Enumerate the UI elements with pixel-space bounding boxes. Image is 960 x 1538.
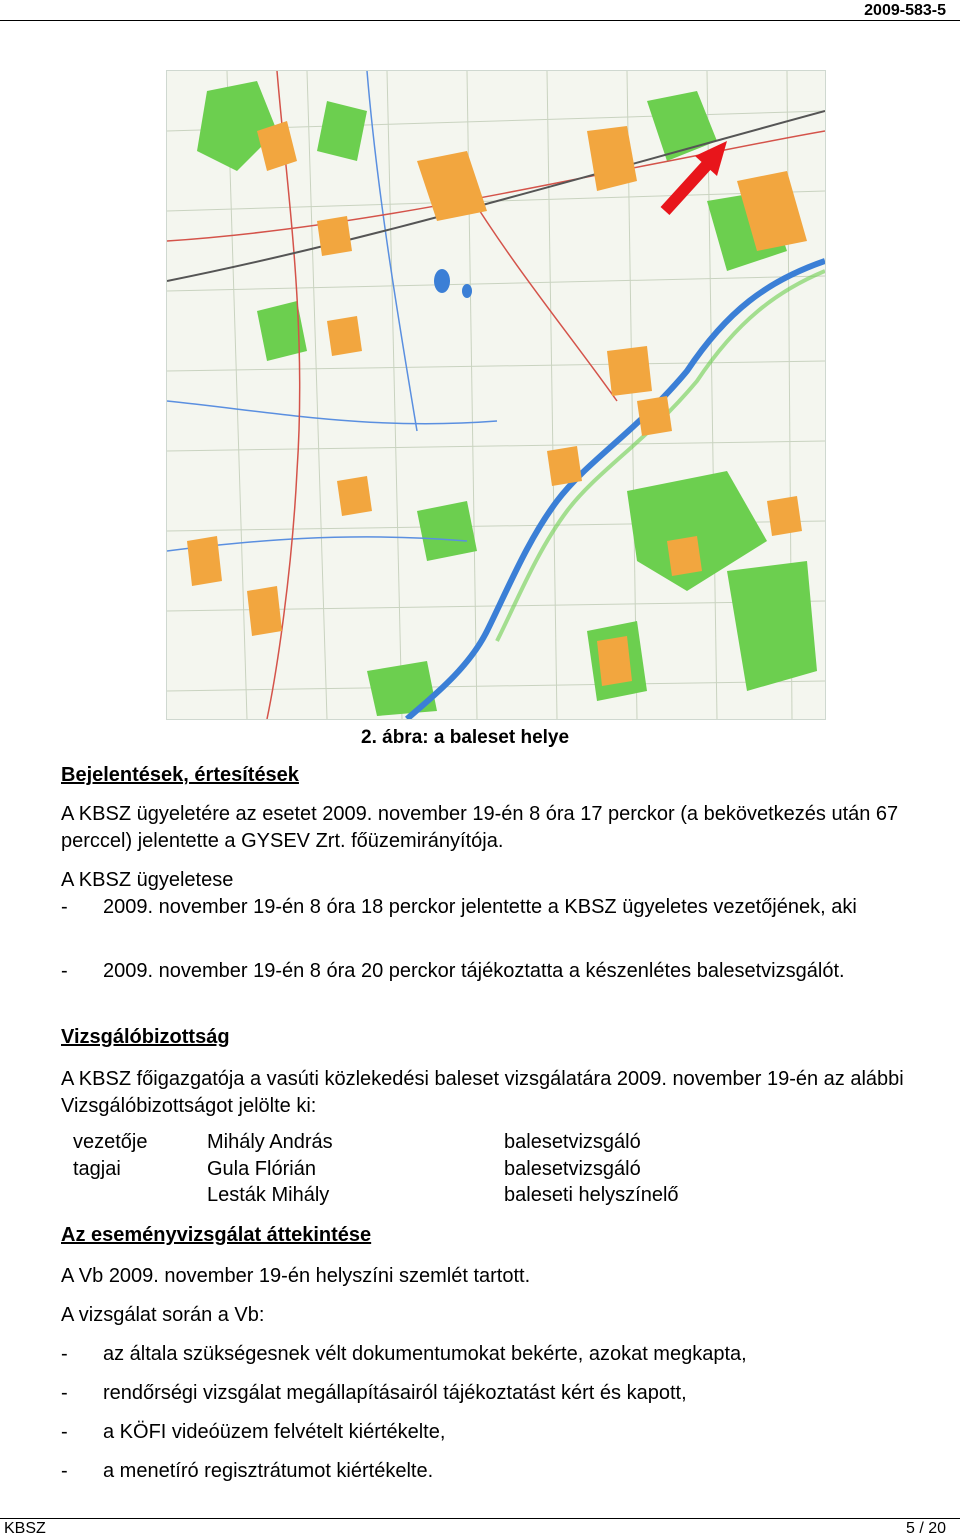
bullet-dash: - <box>61 896 68 918</box>
member-title: baleseti helyszínelő <box>504 1184 679 1206</box>
bullet-dash: - <box>61 1382 68 1404</box>
bullet-dash: - <box>61 960 68 982</box>
section-title-committee: Vizsgálóbizottság <box>61 1026 230 1048</box>
notification-paragraph: A KBSZ ügyeletére az esetet 2009. november 19-én 8 óra 17 perckor (a bekövetkezés után 67 perccel) jelentette a GYSEV Zrt. főüzemirányítója. <box>61 803 899 852</box>
investigation-intro: A vizsgálat során a Vb: <box>61 1304 265 1326</box>
duty-officer-label: A KBSZ ügyeletese <box>61 869 234 891</box>
inspection-paragraph: A Vb 2009. november 19-én helyszíni szemlét tartott. <box>61 1265 531 1287</box>
investigation-bullet-text: rendőrségi vizsgálat megállapításairól tájékoztatást kért és kapott, <box>103 1382 687 1404</box>
bullet-dash: - <box>61 1460 68 1482</box>
figure-caption: 2. ábra: a baleset helye <box>361 727 570 748</box>
bullet-dash: - <box>61 1343 68 1365</box>
accident-location-map <box>166 70 826 720</box>
member-title: balesetvizsgáló <box>504 1158 641 1180</box>
member-role: vezetője <box>73 1131 148 1153</box>
notification-bullet-1 <box>61 894 949 921</box>
document-id: 2009-583-5 <box>864 2 946 19</box>
committee-paragraph: A KBSZ főigazgatója a vasúti közlekedési baleset vizsgálatára 2009. november 19-én az alábbi Vizsgálóbizottságot jelölte ki: <box>61 1068 904 1117</box>
member-name: Lesták Mihály <box>207 1184 330 1206</box>
section-title-overview: Az eseményvizsgálat áttekintése <box>61 1224 372 1246</box>
map-graphic <box>167 71 825 719</box>
member-role: tagjai <box>73 1158 121 1180</box>
page-number: 5 / 20 <box>905 1520 946 1537</box>
header-rule <box>0 20 960 21</box>
notification-bullet-2-text: 2009. november 19-én 8 óra 20 perckor tájékoztatta a készenlétes balesetvizsgálót. <box>103 960 845 982</box>
member-name: Gula Flórián <box>207 1158 316 1180</box>
notification-bullet-2 <box>61 958 949 985</box>
investigation-bullet-text: a menetíró regisztrátumot kiértékelte. <box>103 1460 434 1482</box>
section-title-notifications: Bejelentések, értesítések <box>61 764 299 786</box>
member-title: balesetvizsgáló <box>504 1131 641 1153</box>
member-name: Mihály András <box>207 1131 333 1153</box>
investigation-bullet-text: a KÖFI videóüzem felvételt kiértékelte, <box>103 1421 446 1443</box>
bullet-dash: - <box>61 1421 68 1443</box>
footer-rule <box>0 1518 960 1519</box>
notification-bullet-1-text: 2009. november 19-én 8 óra 18 perckor jelentette a KBSZ ügyeletes vezetőjének, aki <box>103 896 857 918</box>
footer-organization: KBSZ <box>4 1520 46 1537</box>
investigation-bullet-text: az általa szükségesnek vélt dokumentumokat bekérte, azokat megkapta, <box>103 1343 747 1365</box>
